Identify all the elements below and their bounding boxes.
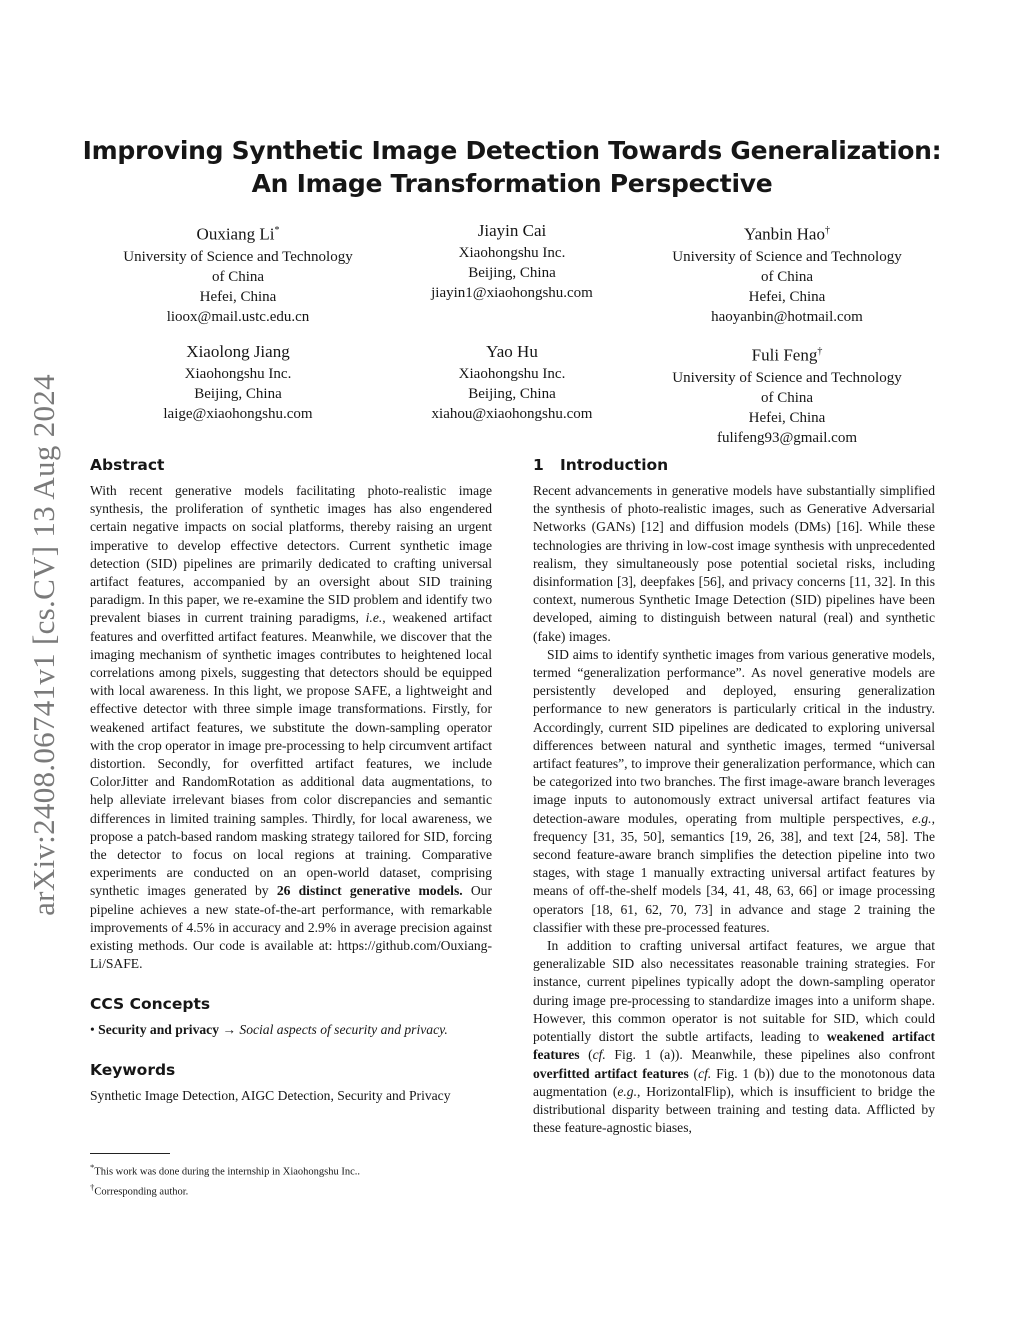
author-block xyxy=(637,219,937,327)
intro-part: Fig. 1 (a)). Meanwhile, these pipelines also confront xyxy=(605,1047,935,1063)
intro-part: , HorizontalFlip), which is insufficient to bridge the distributional disparity between training and testing data. Afflicted by these feature-agnostic biases, xyxy=(533,1083,935,1136)
keywords-heading: Keywords xyxy=(90,1061,176,1080)
footnote-text: This work was done during the internship in Xiaohongshu Inc.. xyxy=(94,1166,361,1178)
intro-paragraph-1: Recent advancements in generative models have substantially simplified the synthesis of photo-realistic images, such as Generative Adversarial Networks (GANs) [12] and diffusion models (DMs) [16]. While these technologies are thriving in low-cost image synthesis with unprecedented realism, they simultaneously pose potential societal risks, including disinformation [3], deepfakes [56], and privacy concerns [11, 32]. In this context, numerous Synthetic Image Detection (SID) pipelines have been developed, aiming to distinguish between natural (real) and synthetic (fake) images. xyxy=(533,483,935,644)
author-block xyxy=(362,340,662,424)
keywords-text: Synthetic Image Detection, AIGC Detection, Security and Privacy xyxy=(90,1088,451,1104)
abstract-heading: Abstract xyxy=(90,456,165,474)
intro-cf: cf. xyxy=(592,1047,606,1063)
title-line-2: An Image Transformation Perspective xyxy=(251,169,773,198)
author-name: Fuli Feng xyxy=(751,345,818,365)
intro-part: SID aims to identify synthetic images from various generative models, termed “generalization performance”. As novel generative models are persistently developed and deployed, ensuring generalization performance to new generators is particularly critical in the industry. Accordingly, current SID pipelines are dedicated to exploring universal differences between natural and synthetic images, termed “universal artifact features”, to improve their generalization performance, which can be categorized into two branches. The first image-aware branch leverages image inputs to autonomously extract universal artifact features via detection-aware modules, operating from multiple perspectives, xyxy=(533,646,935,826)
intro-bold: weakened artifact features xyxy=(533,1029,935,1063)
arxiv-stamp-text: arXiv:2408.06741v1 [cs.CV] 13 Aug 2024 xyxy=(26,374,61,916)
author-affiliation: Xiaohongshu Inc. xyxy=(184,366,292,382)
footnotes xyxy=(90,1160,510,1199)
paper-title xyxy=(70,134,954,200)
intro-part: ( xyxy=(579,1047,593,1063)
intro-heading: 1 Introduction xyxy=(533,456,669,474)
author-email[interactable]: lioox@mail.ustc.edu.cn xyxy=(166,308,310,325)
intro-cf: cf. xyxy=(698,1065,712,1081)
author-email[interactable]: laige@xiaohongshu.com xyxy=(163,406,313,422)
ccs-bullet: • xyxy=(90,1022,95,1038)
ccs-arrow: → xyxy=(219,1022,240,1038)
intro-eg: e.g. xyxy=(617,1083,637,1099)
abstract-text xyxy=(90,482,492,973)
author-city: Hefei, China xyxy=(748,288,826,305)
author-affiliation: of China xyxy=(760,389,814,406)
author-affiliation: University of Science and Technology xyxy=(672,248,902,265)
author-block xyxy=(362,219,662,303)
abstract-part: , weakened artifact features and overfitted artifact features. Meanwhile, we discover that the imaging mechanism of synthetic images contributes to heightened local correlations among pixels, suggesting that detectors should be equipped with local awareness. In this light, we propose SAFE, a lightweight and effective detector with three simple image transformations. Firstly, for weakened artifact features, we substitute the down-sampling operator with the crop operator in image pre-processing to help circumvent artifact distortion. Secondly, for overfitted artifact features, we include ColorJitter and RandomRotation as additional data augmentations, to help alleviate irrelevant biases from color discrepancies and semantic differences in limited training samples. Thirdly, for local awareness, we propose a patch-based random masking strategy tailored for SID, forcing the detector to focus on local regions at training. Comparative experiments are conducted on an open-world dataset, comprising synthetic images generated by xyxy=(90,610,492,899)
author-name: Yanbin Hao xyxy=(744,224,825,244)
footnote-rule xyxy=(90,1153,170,1154)
intro-part: ( xyxy=(688,1065,699,1081)
author-affiliation: of China xyxy=(760,268,814,285)
author-mark: * xyxy=(274,225,280,236)
author-block xyxy=(88,219,388,327)
author-affiliation: University of Science and Technology xyxy=(672,369,902,386)
intro-paragraph-2 xyxy=(533,646,935,937)
intro-part: Fig. 1 (b)) due to the monotonous data augmentation ( xyxy=(533,1065,935,1099)
arxiv-stamp xyxy=(20,340,68,950)
intro-part: , frequency [31, 35, 50], semantics [19, 26, 38], and text [24, 58]. The second feature-aware branch simplifies the detection pipeline into two stages, with stage 1 manually extracting universal artifact features by means of off-the-shelf models [34, 41, 48, 63, 66] or image processing operators [18, 61, 62, 70, 73] in advance and stage 2 training the classifier with these pre-processed features. xyxy=(533,810,935,935)
ccs-heading: CCS Concepts xyxy=(90,995,211,1014)
author-mark: † xyxy=(824,225,830,236)
author-name: Xiaolong Jiang xyxy=(186,342,290,361)
ccs-detail: Social aspects of security and privacy. xyxy=(239,1022,448,1038)
intro-eg: e.g. xyxy=(911,810,932,826)
abstract-bold: 26 distinct generative models. xyxy=(276,883,463,899)
author-city: Beijing, China xyxy=(468,265,556,281)
abstract-part: With recent generative models facilitating photo-realistic image synthesis, the proliferation of synthetic images has also engendered certain negative impacts on social platforms, thereby raising an urgent imperative to develop effective detectors. Current synthetic image detection (SID) pipelines are primarily dedicated to crafting universal artifact features, accompanied by an oversight about SID training paradigm. In this paper, we re-examine the SID problem and identify two prevalent biases in current training paradigms, xyxy=(90,483,492,626)
author-affiliation: Xiaohongshu Inc. xyxy=(458,245,566,261)
author-affiliation: of China xyxy=(211,268,265,285)
author-block xyxy=(88,340,388,424)
author-block xyxy=(637,340,937,448)
author-name: Jiayin Cai xyxy=(477,221,547,240)
footnote-text: Corresponding author. xyxy=(94,1186,189,1197)
author-affiliation: University of Science and Technology xyxy=(123,248,353,265)
intro-part: In addition to crafting universal artifact features, we argue that generalizable SID also necessitates reasonable training strategies. For instance, current pipelines typically adopt the down-sampling operator during image pre-processing to standardize images into a uniform shape. However, this common operator is not suitable for SID, which could potentially distort the subtle artifacts, leading to xyxy=(533,938,935,1045)
abstract-part: Our pipeline achieves a new state-of-the-art performance, with remarkable improvements of 4.5% in accuracy and 2.9% in average precision against existing methods. Our code is available at: https://github.com/Ouxiang-Li/SAFE. xyxy=(90,883,492,972)
author-city: Beijing, China xyxy=(468,386,556,402)
right-column xyxy=(533,454,935,1137)
author-name: Yao Hu xyxy=(486,342,538,361)
author-email[interactable]: haoyanbin@hotmail.com xyxy=(711,308,863,325)
intro-bold: overfitted artifact features xyxy=(533,1065,689,1081)
author-email[interactable]: xiahou@xiaohongshu.com xyxy=(431,406,593,422)
title-line-1: Improving Synthetic Image Detection Towards Generalization: xyxy=(82,136,942,165)
footnote-mark: * xyxy=(90,1162,95,1172)
author-city: Hefei, China xyxy=(199,288,277,305)
ccs-term: Security and privacy xyxy=(98,1022,220,1038)
ccs-concept xyxy=(90,1021,492,1039)
footnote-mark: † xyxy=(90,1181,95,1192)
intro-paragraph-3 xyxy=(533,937,935,1137)
author-city: Hefei, China xyxy=(748,409,826,426)
abstract-ie: i.e. xyxy=(365,610,383,626)
author-affiliation: Xiaohongshu Inc. xyxy=(458,366,566,382)
author-name: Ouxiang Li xyxy=(196,224,275,244)
footnote-1 xyxy=(90,1160,510,1180)
author-mark: † xyxy=(817,346,823,357)
author-email[interactable]: jiayin1@xiaohongshu.com xyxy=(431,285,593,301)
footnote-2 xyxy=(90,1180,510,1200)
author-email[interactable]: fulifeng93@gmail.com xyxy=(716,429,858,446)
author-city: Beijing, China xyxy=(194,386,282,402)
left-column xyxy=(90,454,492,1105)
